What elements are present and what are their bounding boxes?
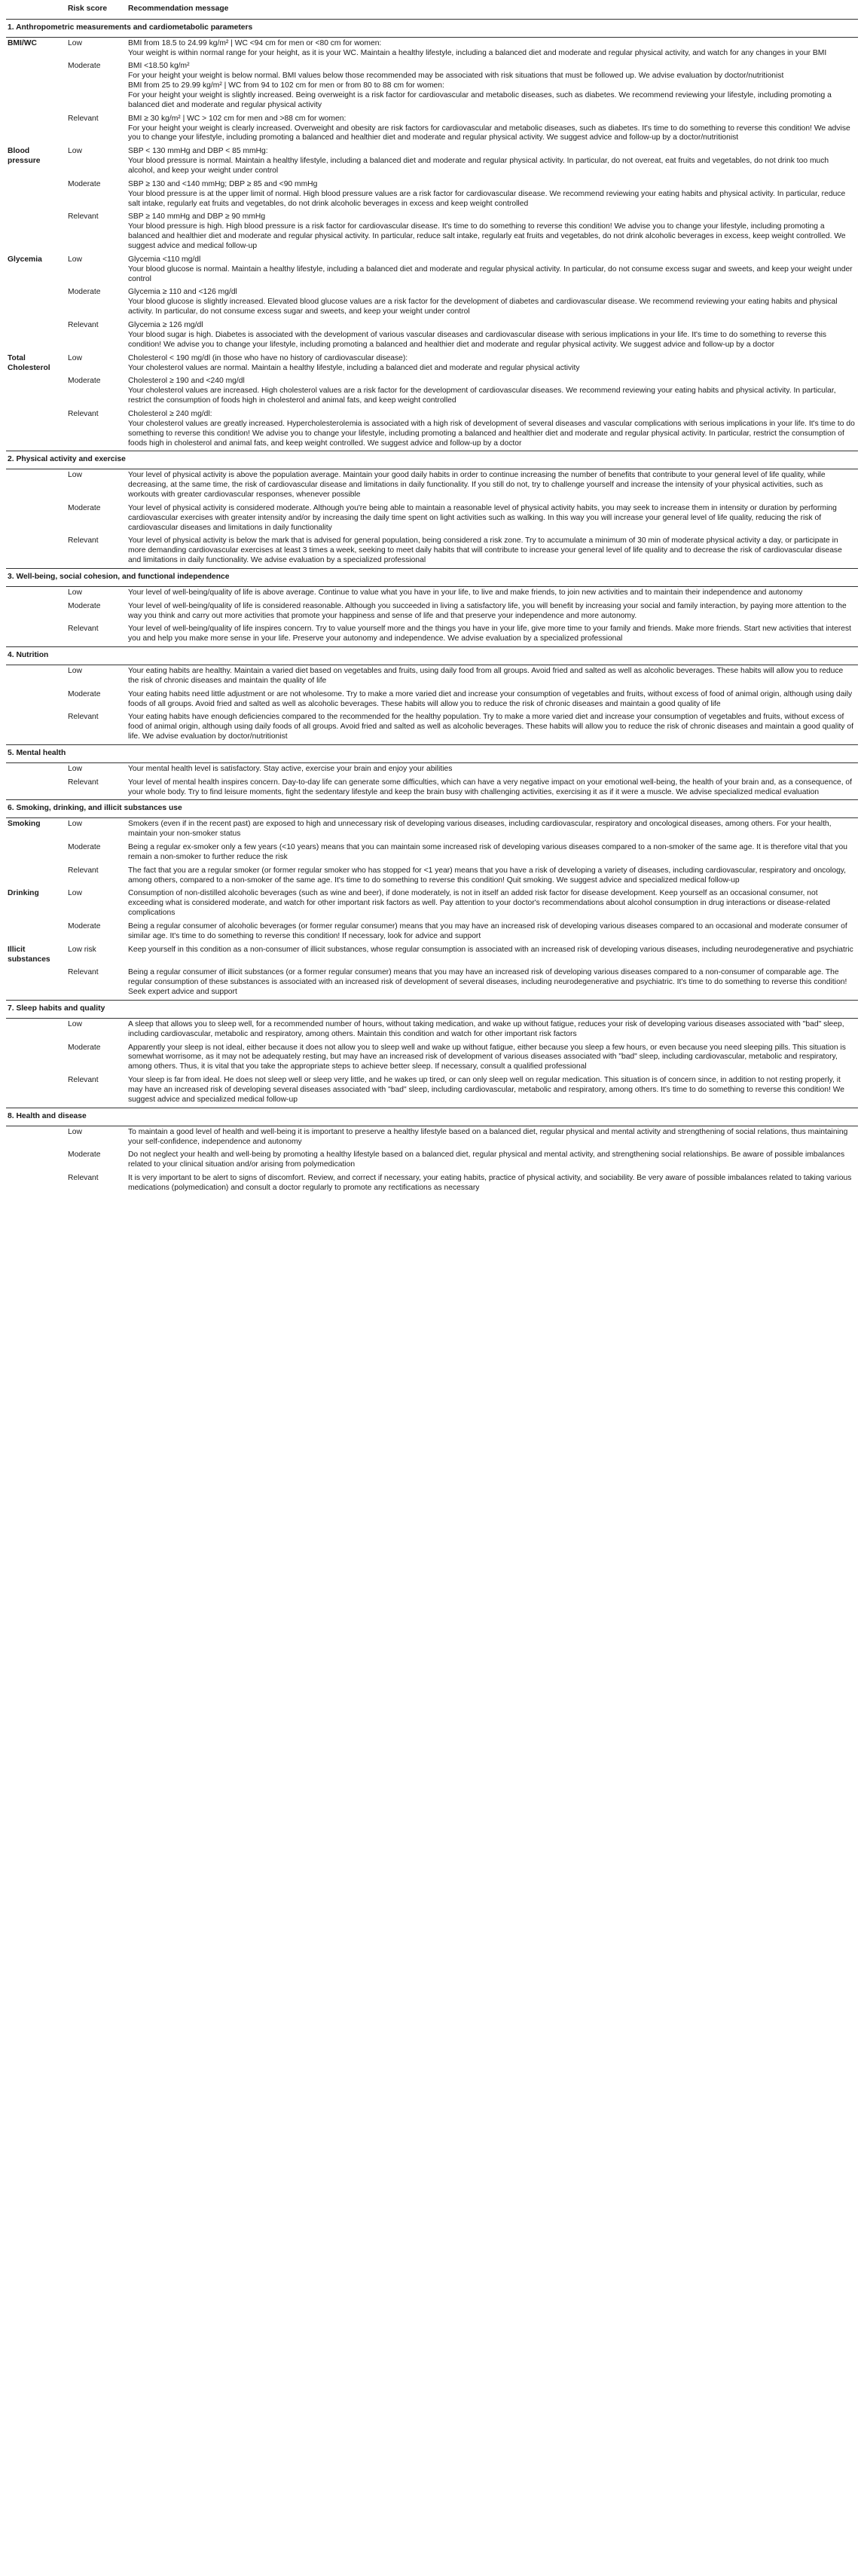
table-row bbox=[6, 286, 858, 319]
recommendation-cell bbox=[127, 842, 858, 865]
recommendation-line: For your height your weight is clearly increased. Overweight and obesity are risk factors for cardiovascular and metabolic diseases, such as diabetes. It's time to do something to reverse this condition! We advise you to change your lifestyle, including promoting a balanced and healthier diet and moderate and regular physical activity. We suggest advice and follow-up by a doctor/nutritionist bbox=[128, 124, 850, 142]
section-title: 8. Health and disease bbox=[6, 1108, 858, 1126]
risk-score-cell: Relevant bbox=[68, 536, 99, 545]
parameter-cell bbox=[6, 375, 66, 408]
recommendation-table bbox=[6, 0, 858, 1196]
recommendation-cell bbox=[127, 113, 858, 146]
risk-score-cell: Moderate bbox=[68, 503, 101, 512]
parameter-cell: Total Cholesterol bbox=[8, 353, 50, 372]
recommendation-cell bbox=[127, 1126, 858, 1149]
parameter-cell bbox=[6, 211, 66, 253]
parameter-cell bbox=[6, 1042, 66, 1075]
recommendation-cell bbox=[127, 586, 858, 600]
section-header-row bbox=[6, 19, 858, 37]
recommendation-cell bbox=[127, 865, 858, 888]
section-title: 7. Sleep habits and quality bbox=[6, 1001, 858, 1019]
recommendation-line: Cholesterol ≥ 190 and <240 mg/dl bbox=[128, 377, 245, 386]
parameter-cell bbox=[6, 777, 66, 800]
risk-score-cell: Low bbox=[68, 764, 82, 773]
recommendation-line: Your level of well-being/quality of life inspires concern. Try to value yourself more and the things you have in your life, give more time to your family and friends. Make more friends. Start new activities that interest you and help you make more sense in your life. Preserve your autonomy and independence. We advise evaluation by a specialized professional bbox=[128, 625, 851, 643]
risk-score-cell: Relevant bbox=[68, 1076, 99, 1085]
table-row bbox=[6, 1074, 858, 1108]
recommendation-line: Your blood pressure is normal. Maintain a healthy lifestyle, including a balanced diet and moderate and regular physical activity. In particular, do not overeat, eat fruits and vegetables, do not drink too much alcohol, and keep your weight under control bbox=[128, 157, 829, 176]
recommendation-line: BMI ≥ 30 kg/m² | WC > 102 cm for men and >88 cm for women: bbox=[128, 114, 347, 123]
table-row bbox=[6, 1018, 858, 1041]
recommendation-cell bbox=[127, 944, 858, 967]
risk-score-cell: Moderate bbox=[68, 1150, 101, 1160]
parameter-cell: Drinking bbox=[8, 889, 39, 898]
risk-score-cell: Relevant bbox=[68, 968, 99, 977]
recommendation-cell bbox=[127, 179, 858, 212]
recommendation-line: Glycemia ≥ 126 mg/dl bbox=[128, 321, 203, 330]
recommendation-line: Your blood pressure is high. High blood pressure is a risk factor for cardiovascular disease. It's time to do something to reverse this condition! We advise you to change your lifestyle, including promoting a balanced and healthier diet and moderate and regular physical activity. In particular, reduce salt intake, regularly eat fruits and vegetables, do not drink alcoholic beverages in excess, keep weight controlled. We suggest advice and medical follow-up bbox=[128, 222, 846, 251]
parameter-cell bbox=[6, 469, 66, 503]
parameter-cell bbox=[6, 1074, 66, 1108]
recommendation-cell bbox=[127, 60, 858, 112]
table-row bbox=[6, 762, 858, 776]
parameter-cell bbox=[6, 286, 66, 319]
parameter-cell: BMI/WC bbox=[8, 38, 37, 47]
parameter-cell bbox=[6, 623, 66, 646]
recommendation-line: The fact that you are a regular smoker (or former regular smoker who has stopped for <1 year) means that you have a risk of developing a variety of diseases, including cardiovascular, respiratory and oncology, among others, compared to a non-smoker of the same age. It's time to do something to reverse this condition! Quit smoking. We suggest advice and specialized medical follow-up bbox=[128, 866, 847, 885]
risk-score-cell: Relevant bbox=[68, 778, 99, 787]
parameter-cell bbox=[6, 865, 66, 888]
recommendation-cell bbox=[127, 375, 858, 408]
recommendation-cell bbox=[127, 600, 858, 624]
recommendation-cell bbox=[127, 211, 858, 253]
parameter-cell: Glycemia bbox=[8, 255, 42, 264]
recommendation-line: BMI from 25 to 29.99 kg/m² | WC from 94 to 102 cm for men or from 80 to 88 cm for women: bbox=[128, 81, 444, 90]
section-title: 3. Well-being, social cohesion, and functional independence bbox=[6, 568, 858, 586]
table-row bbox=[6, 1126, 858, 1149]
table-row bbox=[6, 1172, 858, 1196]
recommendation-cell bbox=[127, 1042, 858, 1075]
parameter-cell bbox=[6, 1018, 66, 1041]
recommendation-cell bbox=[127, 1074, 858, 1108]
recommendation-line: To maintain a good level of health and well-being it is important to preserve a healthy lifestyle based on a balanced diet, regular physical and mental activity and strengthening of social relations, thus maintaining your self-confidence, independence and autonomy bbox=[128, 1127, 848, 1146]
parameter-cell bbox=[6, 665, 66, 688]
recommendation-line: BMI from 18.5 to 24.99 kg/m² | WC <94 cm for men or <80 cm for women: bbox=[128, 38, 382, 47]
recommendation-line: For your height your weight is slightly increased. Being overweight is a risk factor for cardiovascular and metabolic diseases, such as diabetes. We recommend reviewing your lifestyle, including promoting a balanced diet and moderate and regular physical activity bbox=[128, 91, 832, 109]
section-header-row bbox=[6, 1108, 858, 1126]
parameter-cell bbox=[6, 967, 66, 1000]
recommendation-line: Your blood glucose is slightly increased. Elevated blood glucose values are a risk factor for the development of diabetes and cardiovascular disease. We recommend reviewing your eating habits and physical activity. In particular, do not consume excess sugar and sweets, and keep your weight under control bbox=[128, 298, 838, 316]
table-row bbox=[6, 921, 858, 944]
section-title: 6. Smoking, drinking, and illicit substances use bbox=[6, 800, 858, 818]
recommendation-cell bbox=[127, 967, 858, 1000]
recommendation-cell bbox=[127, 689, 858, 712]
risk-score-cell: Low bbox=[68, 147, 82, 156]
parameter-cell: Blood pressure bbox=[8, 147, 41, 166]
table-row bbox=[6, 818, 858, 842]
recommendation-line: Cholesterol < 190 mg/dl (in those who have no history of cardiovascular disease): bbox=[128, 353, 408, 362]
recommendation-line: Your blood glucose is normal. Maintain a healthy lifestyle, including a balanced diet and moderate and regular physical activity. In particular, do not consume excess sugar and sweets, and keep your weight under control bbox=[128, 264, 853, 283]
table-row bbox=[6, 600, 858, 624]
table-row bbox=[6, 254, 858, 287]
recommendation-line: BMI <18.50 kg/m² bbox=[128, 62, 190, 71]
recommendation-line: Keep yourself in this condition as a non-consumer of illicit substances, whose regular consumption is associated with an increased risk of developing various diseases, including neurodegenerative and psychiatric bbox=[128, 945, 853, 954]
risk-score-cell: Moderate bbox=[68, 601, 101, 610]
table-row bbox=[6, 535, 858, 568]
table-row bbox=[6, 408, 858, 451]
header-recommendation: Recommendation message bbox=[127, 0, 858, 19]
recommendation-line: Your eating habits are healthy. Maintain a varied diet based on vegetables and fruits, using daily food from all groups. Avoid fried and salted as well as alcoholic beverages. These habits will allow you to reduce the risk of chronic diseases and maintain the quality of life bbox=[128, 666, 844, 685]
table-row bbox=[6, 711, 858, 744]
parameter-cell: Illicit substances bbox=[8, 945, 50, 964]
risk-score-cell: Relevant bbox=[68, 625, 99, 634]
parameter-cell bbox=[6, 711, 66, 744]
parameter-cell bbox=[6, 1126, 66, 1149]
table-row bbox=[6, 777, 858, 800]
table-row bbox=[6, 944, 858, 967]
risk-score-cell: Moderate bbox=[68, 62, 101, 71]
recommendation-line: Your level of well-being/quality of life is above average. Continue to value what you have in your life, to live and make friends, to join new activities and to maintain their independence and autonomy bbox=[128, 588, 803, 597]
recommendation-line: Apparently your sleep is not ideal, either because it does not allow you to sleep well and wake up without fatigue, either because you sleep a few hours, or even because you need sleeping pills. This situation is somewhat worrisome, as it may not be adequately resting, but may have an increased risk of development of various diseases associated with "bad" sleep, including cardiovascular, metabolic and respiratory, among others. Thus, it is vital that you take the appropriate steps to achieve better sleep. If necessary, consult a qualified professional bbox=[128, 1043, 846, 1071]
recommendation-line: Being a regular consumer of illicit substances (or a former regular consumer) means that you may have an increased risk of developing various diseases compared to a non-consumer of comparable age. The regular consumption of these substances is associated with an increased risk of development of several diseases, including neurodegenerative and psychiatric. It's time to do something to reverse this condition! Seek expert advice and support bbox=[128, 968, 847, 997]
recommendation-cell bbox=[127, 777, 858, 800]
recommendation-line: Your eating habits have enough deficiencies compared to the recommended for the healthy population. Try to make a more varied diet and increase your consumption of vegetables and fruits, without excess of food of animal origin, although using daily foods of all groups. Avoid fried and salted as well as alcoholic beverages. These habits will allow you to reduce the risk of chronic diseases and maintain a good quality of life. We advise evaluation by doctor/nutritionist bbox=[128, 713, 853, 741]
risk-score-cell: Low bbox=[68, 38, 82, 47]
section-title: 1. Anthropometric measurements and cardiometabolic parameters bbox=[6, 19, 858, 37]
table-row bbox=[6, 60, 858, 112]
header-parameter bbox=[6, 0, 66, 19]
recommendation-line: Being a regular consumer of alcoholic beverages (or former regular consumer) means that you may have an increased risk of developing various diseases compared to an occasional and moderate consumer of similar age. It's time to do something to reverse this condition! If necessary, look for advice and support bbox=[128, 922, 847, 940]
table-row bbox=[6, 113, 858, 146]
parameter-cell bbox=[6, 319, 66, 353]
recommendation-cell bbox=[127, 1172, 858, 1196]
recommendation-line: Smokers (even if in the recent past) are exposed to high and unnecessary risk of developing various diseases, including cardiovascular, respiratory and oncological diseases, among others. For your health, maintain your non-smoker status bbox=[128, 820, 832, 839]
table-row bbox=[6, 967, 858, 1000]
risk-score-cell: Low bbox=[68, 889, 82, 898]
risk-score-cell: Low bbox=[68, 820, 82, 829]
recommendation-line: Your eating habits need little adjustment or are not wholesome. Try to make a more varied diet and increase your consumption of vegetables and fruits, without excess of food of animal origin, although using daily foods of all groups. Avoid fried and salted as well as alcoholic beverages. These habits will allow you to reduce the risk of chronic diseases and maintain a good quality of life bbox=[128, 689, 853, 708]
table-row bbox=[6, 353, 858, 376]
table-body bbox=[6, 19, 858, 1195]
risk-score-cell: Moderate bbox=[68, 377, 101, 386]
recommendation-line: It is very important to be alert to signs of discomfort. Review, and correct if necessary, your eating habits, practice of physical activity, and sociability. Be very aware of possible imbalances related to taking various medications (polymedication) and consult a doctor regularly to promote any rectifications as necessary bbox=[128, 1174, 852, 1192]
section-header-row bbox=[6, 745, 858, 763]
recommendation-line: Your level of physical activity is below the mark that is advised for general population, being considered a risk zone. Try to accumulate a minimum of 30 min of moderate physical activity a day, or participate in more demanding cardiovascular exercises at least 3 times a week, seeking to meet daily habits that will contribute to increase your general level of life quality and to decrease the risk of cardiovascular disease and limitations in daily functionality. We advise evaluation by a specialized professional bbox=[128, 536, 842, 565]
parameter-cell bbox=[6, 179, 66, 212]
parameter-cell bbox=[6, 586, 66, 600]
recommendation-line: Your level of mental health inspires concern. Day-to-day life can generate some difficulties, which can have a very negative impact on your emotional well-being, the health of your brain and, as a consequence, of your whole body. Try to find leisure moments, fight the sedentary lifestyle and keep the brain busy with challenging activities, exercising it as if it were a muscle. We advise specialized medical evaluation bbox=[128, 778, 853, 796]
recommendation-cell bbox=[127, 1149, 858, 1172]
recommendation-line: Your cholesterol values are increased. High cholesterol values are a risk factor for the development of cardiovascular diseases. We recommend reviewing your eating habits and physical activity. In particular, restrict the consumption of foods high in cholesterol and animal fats, and keep weight controlled bbox=[128, 387, 836, 405]
table-row bbox=[6, 503, 858, 536]
recommendation-cell bbox=[127, 665, 858, 688]
parameter-cell bbox=[6, 535, 66, 568]
recommendation-line: SBP ≥ 140 mmHg and DBP ≥ 90 mmHg bbox=[128, 212, 266, 222]
recommendation-cell bbox=[127, 623, 858, 646]
risk-score-cell: Low bbox=[68, 1127, 82, 1136]
recommendation-line: For your height your weight is below normal. BMI values below those recommended may be associated with risk situations that must be followed up. We advise evaluation by doctor/nutritionist bbox=[128, 72, 784, 81]
recommendation-line: Your cholesterol values are normal. Maintain a healthy lifestyle, including a balanced diet and moderate and regular physical activity bbox=[128, 363, 580, 372]
table-row bbox=[6, 865, 858, 888]
risk-score-cell: Moderate bbox=[68, 922, 101, 931]
section-header-row bbox=[6, 451, 858, 469]
table-row bbox=[6, 888, 858, 921]
recommendation-line: A sleep that allows you to sleep well, for a recommended number of hours, without taking medication, and wake up without fatigue, reduces your risk of developing various diseases associated with "bad" sleep, including cardiovascular, metabolic and respiratory, among others. Maintain this condition and watch for other important risk factors bbox=[128, 1019, 844, 1038]
recommendation-cell bbox=[127, 37, 858, 60]
recommendation-line: Your weight is within normal range for your height, as it is your WC. Maintain a healthy lifestyle, including a balanced diet and moderate and regular physical activity, and watch for any changes in your BMI bbox=[128, 48, 827, 57]
parameter-cell bbox=[6, 503, 66, 536]
risk-score-cell: Low bbox=[68, 471, 82, 480]
recommendation-cell bbox=[127, 818, 858, 842]
recommendation-line: Your level of physical activity is above the population average. Maintain your good daily habits in order to continue increasing the number of benefits that contribute to your general level of life quality, while decreasing, at the same time, the risk of cardiovascular disease and limitations in daily functionality. If you still do not, try to challenge yourself and increase the intensity of your physical activities, such as workouts with greater cardiovascular responses, whenever possible bbox=[128, 471, 826, 499]
recommendation-line: Your blood pressure is at the upper limit of normal. High blood pressure values are a risk factor for cardiovascular disease. We recommend reviewing your eating habits and physical activity. In particular, reduce salt intake, regularly eat fruits and vegetables, do not drink alcoholic beverages in excess and keep weight controlled bbox=[128, 189, 846, 208]
recommendation-line: Your blood sugar is high. Diabetes is associated with the development of various vascular diseases and cardiovascular disease with serious implications in your life. It's time to do something to reverse this condition! We advise you to change your lifestyle, including promoting a balanced and healthier diet and moderate and regular physical activity. We suggest advice and follow-up by a doctor bbox=[128, 330, 827, 349]
recommendation-cell bbox=[127, 762, 858, 776]
section-header-row bbox=[6, 647, 858, 665]
section-header-row bbox=[6, 800, 858, 818]
recommendation-cell bbox=[127, 469, 858, 503]
recommendation-cell bbox=[127, 319, 858, 353]
recommendation-line: Glycemia <110 mg/dl bbox=[128, 255, 201, 264]
parameter-cell bbox=[6, 921, 66, 944]
risk-score-cell: Moderate bbox=[68, 179, 101, 188]
table-row bbox=[6, 211, 858, 253]
parameter-cell bbox=[6, 1172, 66, 1196]
risk-score-cell: Low bbox=[68, 353, 82, 362]
risk-score-cell: Relevant bbox=[68, 212, 99, 222]
parameter-cell bbox=[6, 60, 66, 112]
parameter-cell bbox=[6, 689, 66, 712]
table-row bbox=[6, 1042, 858, 1075]
risk-score-cell: Relevant bbox=[68, 1174, 99, 1183]
parameter-cell bbox=[6, 1149, 66, 1172]
table-row bbox=[6, 1149, 858, 1172]
table-row bbox=[6, 842, 858, 865]
risk-score-cell: Relevant bbox=[68, 866, 99, 875]
risk-score-cell: Low bbox=[68, 1019, 82, 1028]
risk-score-cell: Moderate bbox=[68, 843, 101, 852]
recommendation-cell bbox=[127, 408, 858, 451]
section-title: 4. Nutrition bbox=[6, 647, 858, 665]
parameter-cell bbox=[6, 842, 66, 865]
section-title: 2. Physical activity and exercise bbox=[6, 451, 858, 469]
recommendation-cell bbox=[127, 535, 858, 568]
risk-score-cell: Relevant bbox=[68, 321, 99, 330]
recommendation-line: Your cholesterol values are greatly increased. Hypercholesterolemia is associated with a high risk of development of several diseases and vascular complications with serious implications in your life. It's time to do something to reverse this condition! We advise you to change your lifestyle, including promoting a balanced and healthier diet and moderate and regular physical activity. In particular, restrict the consumption of foods high in cholesterol and animal fats, and keep weight controlled. We suggest advice and follow-up by a doctor bbox=[128, 419, 855, 448]
table-row bbox=[6, 469, 858, 503]
recommendation-cell bbox=[127, 921, 858, 944]
parameter-cell: Smoking bbox=[8, 820, 41, 829]
table-row bbox=[6, 179, 858, 212]
risk-score-cell: Relevant bbox=[68, 114, 99, 123]
recommendation-cell bbox=[127, 1018, 858, 1041]
section-title: 5. Mental health bbox=[6, 745, 858, 763]
recommendation-cell bbox=[127, 503, 858, 536]
recommendation-line: Glycemia ≥ 110 and <126 mg/dl bbox=[128, 288, 237, 297]
header-risk-score: Risk score bbox=[66, 0, 127, 19]
risk-score-cell: Low bbox=[68, 666, 82, 675]
recommendation-line: Do not neglect your health and well-being by promoting a healthy lifestyle based on a balanced diet, regular physical and mental activity, and strengthening social relationships. Be aware of possible imbalances related to your clinical situation and/or arising from polymedication bbox=[128, 1150, 845, 1169]
risk-score-cell: Low bbox=[68, 588, 82, 597]
recommendation-line: Your level of well-being/quality of life is considered reasonable. Although you succeeded in living a satisfactory life, you will benefit by increasing your social and family interaction, by paying more attention to the way you think and carry out more activities that promote your happiness and sense of life and that preserve your independence and more autonomy. bbox=[128, 601, 847, 620]
risk-score-cell: Relevant bbox=[68, 409, 99, 418]
parameter-cell bbox=[6, 600, 66, 624]
parameter-cell bbox=[6, 113, 66, 146]
table-header-row bbox=[6, 0, 858, 19]
risk-score-cell: Low risk bbox=[68, 945, 96, 954]
recommendation-cell bbox=[127, 254, 858, 287]
risk-score-cell: Relevant bbox=[68, 713, 99, 722]
recommendation-line: Your sleep is far from ideal. He does not sleep well or sleep very little, and he wakes up tired, or can only sleep well on regular medication. This situation is of concern since, in addition to not resting properly, it may have an increased risk of developing several diseases associated with "bad" sleep, including cardiovascular, metabolic and respiratory, among others. It's time to do something to reverse this condition! We suggest advice and specialized medical follow-up bbox=[128, 1076, 844, 1104]
risk-score-cell: Low bbox=[68, 255, 82, 264]
recommendation-line: Cholesterol ≥ 240 mg/dl: bbox=[128, 409, 212, 418]
table-row bbox=[6, 623, 858, 646]
recommendation-line: Consumption of non-distilled alcoholic beverages (such as wine and beer), if done moderately, is not in itself an added risk factor for disease development. Keep yourself as an occasional consumer, not exceeding what is considered moderate, and watch for other important risk factors as well. Pay attention to your doctor's recommendations about alcohol consumption in drug interactions or disease-related complications bbox=[128, 889, 831, 918]
recommendation-cell bbox=[127, 888, 858, 921]
risk-score-cell: Moderate bbox=[68, 1043, 101, 1052]
recommendation-line: SBP ≥ 130 and <140 mmHg; DBP ≥ 85 and <90 mmHg bbox=[128, 179, 318, 188]
recommendation-cell bbox=[127, 711, 858, 744]
recommendation-cell bbox=[127, 286, 858, 319]
table-row bbox=[6, 689, 858, 712]
section-header-row bbox=[6, 568, 858, 586]
table-row bbox=[6, 37, 858, 60]
risk-score-cell: Moderate bbox=[68, 288, 101, 297]
recommendation-cell bbox=[127, 145, 858, 179]
recommendation-line: SBP < 130 mmHg and DBP < 85 mmHg: bbox=[128, 147, 268, 156]
recommendation-cell bbox=[127, 353, 858, 376]
table-row bbox=[6, 319, 858, 353]
recommendation-line: Your level of physical activity is considered moderate. Although you're being able to maintain a reasonable level of physical activity habits, you may seek to increase them in intensity or duration by performing cardiovascular exercises with greater intensity and/or by increasing the daily time spent on light activities such as walking. In this way you will increase your general level of life quality, reducing the risk of cardiovascular diseases and limitations in daily functionality bbox=[128, 503, 837, 532]
recommendation-line: Your mental health level is satisfactory. Stay active, exercise your brain and enjoy your abilities bbox=[128, 764, 453, 773]
parameter-cell bbox=[6, 408, 66, 451]
section-header-row bbox=[6, 1001, 858, 1019]
recommendation-line: Being a regular ex-smoker only a few years (<10 years) means that you can maintain some increased risk of developing various diseases compared to a non-smoker of the same age. It is therefore vital that you remain a non-smoker to further reduce the risk bbox=[128, 843, 847, 861]
table-row bbox=[6, 145, 858, 179]
table-row bbox=[6, 375, 858, 408]
risk-score-cell: Moderate bbox=[68, 689, 101, 698]
table-row bbox=[6, 586, 858, 600]
parameter-cell bbox=[6, 762, 66, 776]
table-row bbox=[6, 665, 858, 688]
